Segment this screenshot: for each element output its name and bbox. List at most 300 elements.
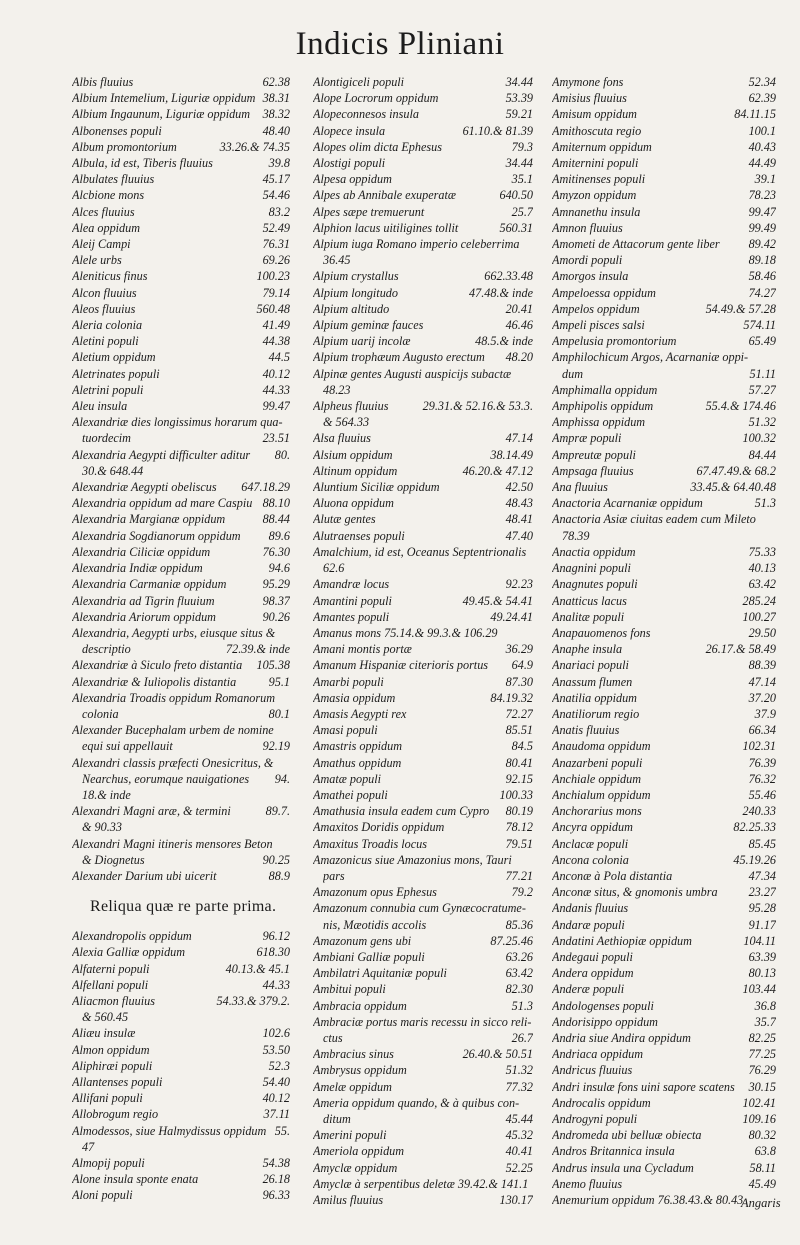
entry-reference: 78.12 — [505, 820, 533, 835]
entry-term: Alexandriæ à Siculo freto distantia — [72, 658, 243, 673]
entry-term: 78.39 — [562, 528, 590, 543]
entry-reference: 48.40 — [262, 123, 290, 138]
entry-term: Amisius fluuius — [552, 91, 627, 106]
index-entry — [72, 593, 290, 609]
entry-term: Ambracius sinus — [313, 1047, 394, 1062]
entry-term: Ameriola oppidum — [313, 1144, 405, 1159]
index-entry — [552, 430, 776, 446]
entry-reference: 574.11 — [743, 318, 776, 333]
index-entry — [552, 1079, 776, 1095]
entry-term: Alphion lacus uitiligines tollit — [313, 220, 459, 235]
index-entry — [313, 593, 533, 609]
entry-term: Alpium trophæum Augusto erectum — [313, 350, 485, 365]
entry-reference: 26.18 — [262, 1172, 290, 1187]
entry-reference: 662.33.48 — [484, 269, 533, 284]
entry-term: Anatilia oppidum — [552, 690, 637, 705]
entry-reference: 560.48 — [256, 301, 290, 316]
entry-term: Anazarbeni populi — [552, 755, 643, 770]
entry-reference: 53.39 — [505, 91, 533, 106]
entry-term: nis, Mæotidis accolis — [323, 917, 427, 932]
entry-term: Ambilatri Aquitaniæ populi — [313, 966, 447, 981]
entry-term: Alcbione mons — [72, 188, 145, 203]
entry-reference: 37.9 — [754, 706, 776, 721]
entry-reference: 40.41 — [505, 1144, 533, 1159]
entry-term: Anchiale oppidum — [552, 771, 642, 786]
index-entry — [313, 819, 533, 835]
entry-reference: 37.11 — [263, 1107, 290, 1122]
entry-reference: 41.49 — [262, 318, 290, 333]
index-entry — [552, 981, 776, 997]
index-entry — [313, 123, 533, 139]
entry-reference: 72.39.& inde — [226, 642, 290, 657]
index-entry — [552, 722, 776, 738]
entry-reference: 95.1 — [268, 674, 290, 689]
entry-term: Andricus fluuius — [552, 1063, 633, 1078]
entry-term: Amasia oppidum — [313, 690, 396, 705]
index-entry — [552, 90, 776, 106]
entry-term: Amantini populi — [313, 593, 392, 608]
entry-term: Album promontorium — [72, 139, 177, 154]
entry-term: Alexandria Ciliciæ oppidum — [72, 544, 211, 559]
entry-reference: 63.42 — [505, 966, 533, 981]
index-entry — [72, 819, 290, 835]
entry-term: Amatæ populi — [313, 771, 382, 786]
index-entry — [72, 944, 290, 960]
entry-reference: 92.23 — [505, 577, 533, 592]
entry-term: Almodessos, siue Halmydissus oppidum — [72, 1123, 267, 1138]
entry-reference: 23.51 — [262, 431, 290, 446]
index-entry — [552, 301, 776, 317]
column-1-continued-entries — [72, 928, 290, 1203]
entry-term: Amanus mons 75.14.& 99.3.& 106.29 — [313, 625, 498, 640]
entry-term: Ampeloessa oppidum — [552, 285, 656, 300]
entry-term: Aleria colonia — [72, 318, 143, 333]
index-entry — [552, 171, 776, 187]
index-entry — [72, 511, 290, 527]
index-entry — [552, 252, 776, 268]
entry-term: Ampræ populi — [552, 431, 622, 446]
index-entry — [313, 609, 533, 625]
entry-term: Amiternum oppidum — [552, 139, 652, 154]
entry-term: Albula, id est, Tiberis fluuius — [72, 156, 213, 171]
index-entry — [72, 928, 290, 944]
entry-term: Amilus fluuius — [313, 1193, 384, 1208]
entry-reference: 29.50 — [748, 625, 776, 640]
index-entry — [313, 674, 533, 690]
entry-reference: 35.1 — [511, 172, 533, 187]
entry-term: Amitinenses populi — [552, 172, 646, 187]
entry-term: Anaudoma oppidum — [552, 739, 651, 754]
entry-term: Andrus insula una Cycladum — [552, 1160, 694, 1175]
entry-term: Ampelos oppidum — [552, 301, 640, 316]
entry-term: Amphilochicum Argos, Acarnaniæ oppi- — [552, 350, 749, 365]
entry-term: Anatiliorum regio — [552, 706, 640, 721]
entry-term: Alexandriæ dies longissimus horarum qua- — [72, 415, 283, 430]
entry-term: Alope Locrorum oppidum — [313, 91, 439, 106]
index-entry — [552, 755, 776, 771]
entry-reference: 54.38 — [262, 1156, 290, 1170]
page-title: Indicis Pliniani — [295, 26, 505, 62]
index-entry — [313, 868, 533, 884]
entry-reference: 76.39 — [748, 755, 776, 770]
entry-reference: 20.41 — [505, 301, 533, 316]
index-entry — [72, 609, 290, 625]
entry-term: Amazonum connubia cum Gynæcocratume- — [313, 901, 526, 916]
index-entry — [313, 787, 533, 803]
entry-term: Amastris oppidum — [313, 739, 403, 754]
index-entry — [313, 236, 533, 252]
index-entry — [552, 690, 776, 706]
entry-term: Alone insula sponte enata — [72, 1172, 199, 1187]
index-entry — [552, 1143, 776, 1159]
entry-reference: 49.24.41 — [490, 609, 533, 624]
entry-reference: 54.40 — [262, 1074, 290, 1089]
entry-reference: 77.32 — [505, 1079, 533, 1094]
index-entry — [313, 1030, 533, 1046]
index-entry — [313, 1176, 533, 1192]
index-entry — [552, 528, 776, 544]
index-entry — [552, 463, 776, 479]
entry-reference: 79.51 — [505, 836, 533, 851]
index-entry — [72, 414, 290, 430]
index-entry — [313, 933, 533, 949]
entry-reference: 58.11 — [749, 1160, 776, 1175]
index-entry — [72, 868, 290, 884]
entry-term: Andanis fluuius — [552, 901, 629, 916]
entry-term: Anatticus lacus — [552, 593, 627, 608]
index-entry — [552, 609, 776, 625]
entry-reference: 62.38 — [262, 75, 290, 89]
index-entry — [313, 268, 533, 284]
index-entry — [313, 884, 533, 900]
entry-reference: 63.39 — [748, 949, 776, 964]
index-entry — [313, 1062, 533, 1078]
index-entry — [72, 657, 290, 673]
entry-term: Anaphe insula — [552, 642, 623, 657]
entry-reference: 72.27 — [505, 706, 533, 721]
entry-reference: 90.26 — [262, 609, 290, 624]
index-entry — [313, 576, 533, 592]
entry-reference: 76.29 — [748, 1063, 776, 1078]
index-entry — [552, 220, 776, 236]
entry-term: Aliæu insulæ — [72, 1026, 136, 1041]
index-entry — [313, 544, 533, 560]
entry-reference: 40.13.& 45.1 — [225, 961, 290, 976]
entry-term: Anapauomenos fons — [552, 625, 651, 640]
index-entry — [552, 771, 776, 787]
entry-reference: 23.27 — [748, 885, 776, 900]
index-column-2 — [313, 74, 533, 1208]
entry-reference: 35.7 — [754, 1014, 776, 1029]
entry-reference: 285.24 — [742, 593, 776, 608]
index-entry — [313, 625, 533, 641]
index-entry — [552, 641, 776, 657]
index-entry — [552, 965, 776, 981]
entry-term: Alpesa oppidum — [313, 172, 392, 187]
index-entry — [313, 1014, 533, 1030]
index-entry — [313, 738, 533, 754]
index-entry — [313, 430, 533, 446]
column-1-entries — [72, 74, 290, 884]
entry-reference: 40.12 — [262, 1091, 290, 1106]
entry-reference: 67.47.49.& 68.2 — [696, 463, 776, 478]
entry-reference: 25.7 — [511, 204, 533, 219]
index-entry — [552, 884, 776, 900]
entry-term: 47 — [82, 1139, 95, 1154]
entry-reference: 37.20 — [748, 690, 776, 705]
entry-term: Alfaterni populi — [72, 961, 150, 976]
index-entry — [313, 511, 533, 527]
entry-reference: 100.23 — [256, 269, 290, 284]
index-entry — [72, 993, 290, 1009]
entry-term: Aluntium Siciliæ oppidum — [313, 480, 440, 495]
entry-term: Androgyni populi — [552, 1112, 638, 1126]
entry-term: Anactia oppidum — [552, 544, 636, 559]
entry-term: descriptio — [82, 642, 131, 657]
entry-reference: 45.17 — [262, 172, 290, 187]
index-entry — [72, 690, 290, 706]
index-entry — [72, 560, 290, 576]
index-entry — [552, 657, 776, 673]
index-entry — [313, 479, 533, 495]
entry-term: Alexandria Ariorum oppidum — [72, 609, 216, 624]
index-entry — [313, 333, 533, 349]
entry-term: Albis fluuius — [72, 75, 134, 89]
entry-reference: 34.44 — [505, 156, 533, 171]
entry-term: Alexandria Margianæ oppidum — [72, 512, 226, 527]
index-entry — [313, 1143, 533, 1159]
index-entry — [313, 706, 533, 722]
index-entry — [313, 204, 533, 220]
entry-reference: 55. — [274, 1123, 290, 1138]
entry-reference: 69.26 — [262, 253, 290, 268]
entry-reference: 76.30 — [262, 544, 290, 559]
entry-reference: 84.5 — [511, 739, 533, 754]
entry-term: Alpium altitudo — [313, 301, 390, 316]
entry-reference: 57.27 — [748, 382, 776, 397]
entry-reference: 44.38 — [262, 334, 290, 349]
index-entry — [72, 123, 290, 139]
index-entry — [313, 1046, 533, 1062]
entry-reference: 46.46 — [505, 318, 533, 333]
entry-term: Alexandria Carmaniæ oppidum — [72, 577, 227, 592]
entry-reference: 63.42 — [748, 577, 776, 592]
entry-term: Anemurium oppidum 76.38.43.& 80.43 — [552, 1193, 744, 1208]
entry-reference: 51.32 — [748, 415, 776, 430]
index-entry — [313, 285, 533, 301]
entry-reference: 38.14.49 — [490, 447, 533, 462]
entry-term: Andatini Aethiopiæ oppidum — [552, 933, 692, 948]
index-entry — [552, 204, 776, 220]
index-entry — [552, 123, 776, 139]
index-entry — [313, 803, 533, 819]
entry-term: Ampsaga fluuius — [552, 463, 634, 478]
entry-reference: 55.4.& 174.46 — [705, 399, 776, 414]
entry-term: Albulates fluuius — [72, 172, 155, 187]
entry-term: Aleij Campi — [72, 237, 131, 252]
entry-term: Aluona oppidum — [313, 496, 394, 511]
entry-reference: 105.38 — [256, 658, 290, 673]
index-entry — [313, 220, 533, 236]
entry-reference: 51.11 — [749, 366, 776, 381]
entry-term: Amyclæ oppidum — [313, 1160, 398, 1175]
entry-term: Alexia Galliæ oppidum — [72, 945, 186, 960]
entry-reference: 99.49 — [748, 220, 776, 235]
entry-reference: 89.18 — [748, 253, 776, 268]
index-entry — [72, 463, 290, 479]
entry-reference: 100.1 — [748, 123, 776, 138]
entry-term: Ampeli pisces salsi — [552, 318, 645, 333]
index-entry — [552, 1030, 776, 1046]
entry-term: Andriaca oppidum — [552, 1047, 644, 1062]
entry-term: Ancona colonia — [552, 852, 629, 867]
entry-term: Androcalis oppidum — [552, 1095, 651, 1110]
index-entry — [552, 1111, 776, 1127]
entry-term: Alexandri classis præfecti Onesicritus, & — [72, 755, 274, 770]
entry-reference: 83.2 — [268, 204, 290, 219]
entry-term: equi sui appellauit — [82, 739, 173, 754]
entry-term: Aliphiræi populi — [72, 1058, 153, 1073]
entry-reference: 45.32 — [505, 1128, 533, 1143]
index-entry — [72, 366, 290, 382]
entry-term: Alea oppidum — [72, 220, 141, 235]
entry-reference: 84.11.15 — [734, 107, 776, 122]
entry-term: Alostigi populi — [313, 156, 386, 171]
index-entry — [313, 560, 533, 576]
index-entry — [72, 755, 290, 771]
index-entry — [72, 204, 290, 220]
entry-term: Amaxitus Troadis locus — [313, 836, 427, 851]
entry-term: Amnanethu insula — [552, 204, 641, 219]
index-entry — [552, 268, 776, 284]
entry-term: Andaræ populi — [552, 917, 625, 932]
index-column-1 — [72, 74, 290, 1204]
index-entry — [552, 74, 776, 90]
index-entry — [552, 1046, 776, 1062]
entry-reference: 47.14 — [505, 431, 533, 446]
entry-reference: 46.20.& 47.12 — [462, 463, 533, 478]
entry-reference: 61.10.& 81.39 — [462, 123, 533, 138]
entry-term: Anariaci populi — [552, 658, 629, 673]
index-entry — [552, 933, 776, 949]
entry-reference: 48.43 — [505, 496, 533, 511]
index-entry — [552, 495, 776, 511]
entry-term: Alexandropolis oppidum — [72, 929, 192, 944]
entry-reference: 58.46 — [748, 269, 776, 284]
entry-reference: 80.41 — [505, 755, 533, 770]
entry-term: Aliacmon fluuius — [72, 993, 155, 1008]
entry-term: Alfellani populi — [72, 977, 149, 992]
index-entry — [72, 674, 290, 690]
entry-reference: 44.5 — [268, 350, 290, 365]
entry-term: Aloni populi — [72, 1188, 133, 1203]
index-entry — [72, 1009, 290, 1025]
index-entry — [313, 252, 533, 268]
index-entry — [313, 900, 533, 916]
entry-reference: 100.27 — [742, 609, 776, 624]
entry-reference: 52.34 — [748, 75, 776, 89]
index-entry — [552, 349, 776, 365]
entry-term: Anconæ situs, & gnomonis umbra — [552, 885, 718, 900]
entry-term: Amphimalla oppidum — [552, 382, 658, 397]
index-entry — [72, 349, 290, 365]
entry-reference: 62.39 — [748, 91, 776, 106]
index-entry — [313, 398, 533, 414]
entry-reference: 89.7. — [265, 804, 290, 819]
entry-reference: 47.34 — [748, 868, 776, 883]
entry-term: Alopece insula — [313, 123, 386, 138]
entry-reference: 85.45 — [748, 836, 776, 851]
entry-term: Alexandria Sogdianorum oppidum — [72, 528, 241, 543]
index-entry — [552, 1014, 776, 1030]
entry-term: & 560.45 — [82, 1010, 129, 1025]
index-entry — [552, 1160, 776, 1176]
column-3-entries — [552, 74, 776, 1208]
index-entry — [552, 949, 776, 965]
entry-reference: 92.15 — [505, 771, 533, 786]
index-entry — [72, 333, 290, 349]
index-entry — [313, 317, 533, 333]
index-entry — [552, 414, 776, 430]
index-entry — [72, 1187, 290, 1203]
entry-term: Alpium crystallus — [313, 269, 399, 284]
entry-reference: 54.46 — [262, 188, 290, 203]
entry-reference: 42.50 — [505, 480, 533, 495]
entry-reference: 88.39 — [748, 658, 776, 673]
index-entry — [72, 1123, 290, 1139]
index-entry — [313, 349, 533, 365]
index-entry — [72, 90, 290, 106]
index-entry — [552, 1062, 776, 1078]
entry-reference: 55.46 — [748, 787, 776, 802]
index-entry — [552, 560, 776, 576]
entry-term: Aleu insula — [72, 399, 128, 414]
entry-term: colonia — [82, 706, 119, 721]
index-entry — [313, 836, 533, 852]
index-entry — [552, 706, 776, 722]
entry-term: 30.& 648.44 — [82, 463, 144, 478]
entry-term: Amathei populi — [313, 787, 388, 802]
index-entry — [72, 301, 290, 317]
index-entry — [552, 155, 776, 171]
entry-term: Ambiani Galliæ populi — [313, 949, 425, 964]
index-entry — [313, 1095, 533, 1111]
entry-term: Anemo fluuius — [552, 1176, 623, 1191]
entry-term: Anactoria Asiæ ciuitas eadem cum Mileto — [552, 512, 756, 527]
entry-reference: 94.6 — [268, 561, 290, 576]
entry-reference: 130.17 — [499, 1193, 533, 1208]
entry-reference: 77.21 — [505, 868, 533, 883]
entry-reference: 75.33 — [748, 544, 776, 559]
entry-term: Anassum flumen — [552, 674, 633, 689]
entry-term: Alexander Darium ubi uicerit — [72, 868, 217, 883]
index-entry — [72, 706, 290, 722]
entry-term: Andria siue Andira oppidum — [552, 1030, 691, 1045]
entry-term: Alsa fluuius — [313, 431, 371, 446]
index-entry — [552, 998, 776, 1014]
entry-term: Anactoria Acarnaniæ oppidum — [552, 496, 703, 511]
index-entry — [72, 771, 290, 787]
index-entry — [72, 285, 290, 301]
entry-reference: 45.44 — [505, 1112, 533, 1126]
entry-reference: 54.49.& 57.28 — [705, 301, 776, 316]
entry-reference: 47.14 — [748, 674, 776, 689]
entry-reference: 560.31 — [499, 220, 533, 235]
index-entry — [552, 317, 776, 333]
entry-term: Albonenses populi — [72, 123, 162, 138]
entry-term: Albium Ingaunum, Liguriæ oppidum — [72, 107, 251, 122]
index-entry — [313, 722, 533, 738]
